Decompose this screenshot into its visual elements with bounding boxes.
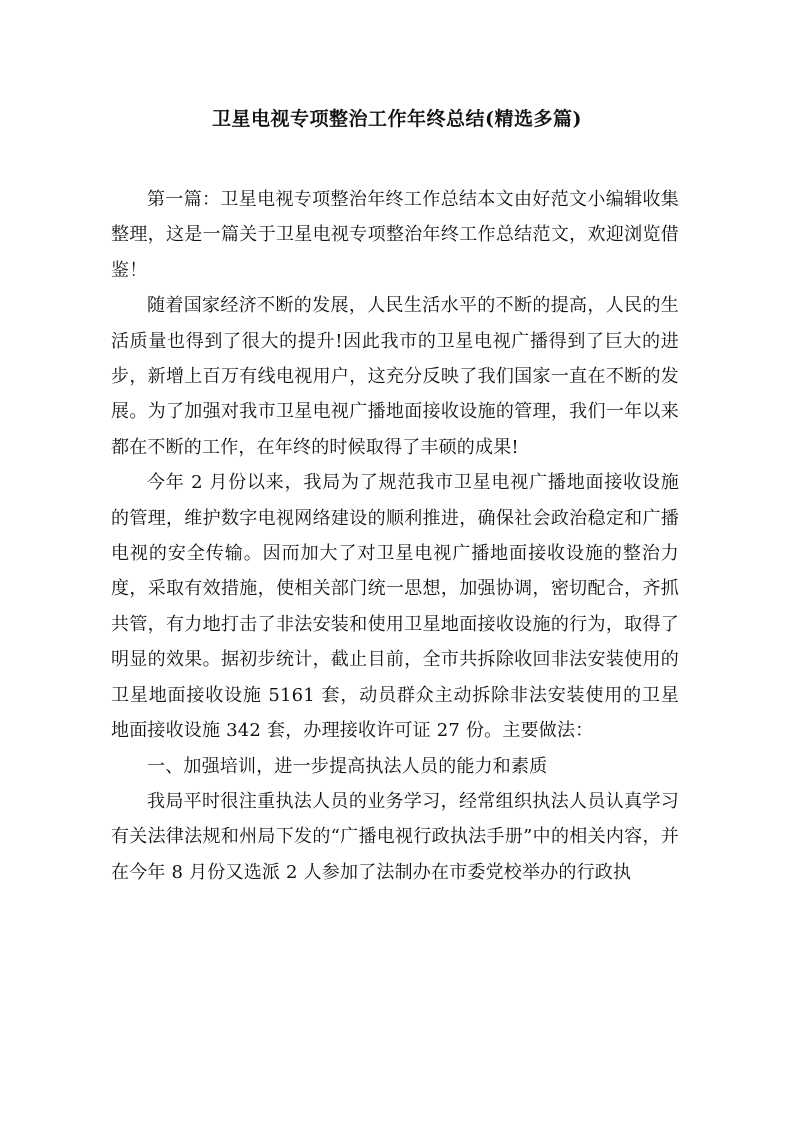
section-heading-training: 一、加强培训，进一步提高执法人员的能力和素质 (147, 755, 548, 777)
paragraph-development: 随着国家经济不断的发展，人民生活水平的不断的提高，人民的生活质量也得到了很大的提升!因此我市的卫星电视广播得到了巨大的进步，新增上百万有线电视用户，这充分反映了我们国家一直在不断的发展。为了加强对我市卫星电视广播地面接收设施的管理，我们一年以来都在不断的工作，在年终的时候取得了丰硕的成果! (111, 295, 679, 458)
document-title: 卫星电视专项整治工作年终总结(精选多篇) (212, 108, 582, 130)
paragraph-training: 我局平时很注重执法人员的业务学习，经常组织执法人员认真学习有关法律法规和州局下发的“广播电视行政执法手册”中的相关内容，并在今年 8 月份又选派 2 人参加了法制办在市委党校举办的行政执 (111, 790, 679, 883)
paragraph-intro: 第一篇：卫星电视专项整治年终工作总结本文由好范文小编辑收集整理，这是一篇关于卫星电视专项整治年终工作总结范文，欢迎浏览借鉴！ (111, 189, 679, 281)
paragraph-rectification: 今年 2 月份以来，我局为了规范我市卫星电视广播地面接收设施的管理，维护数字电视网络建设的顺利推进，确保社会政治稳定和广播电视的安全传输。因而加大了对卫星电视广播地面接收设施的整治力度，采取有效措施，使相关部门统一思想，加强协调，密切配合，齐抓共管，有力地打击了非法安装和使用卫星地面接收设施的行为，取得了明显的效果。据初步统计，截止目前，全市共拆除收回非法安装使用的卫星地面接收设施 5161 套，动员群众主动拆除非法安装使用的卫星地面接收设施 342 套，办理接收许可证 27 份。主要做法： (111, 472, 679, 742)
document-body (111, 182, 679, 890)
